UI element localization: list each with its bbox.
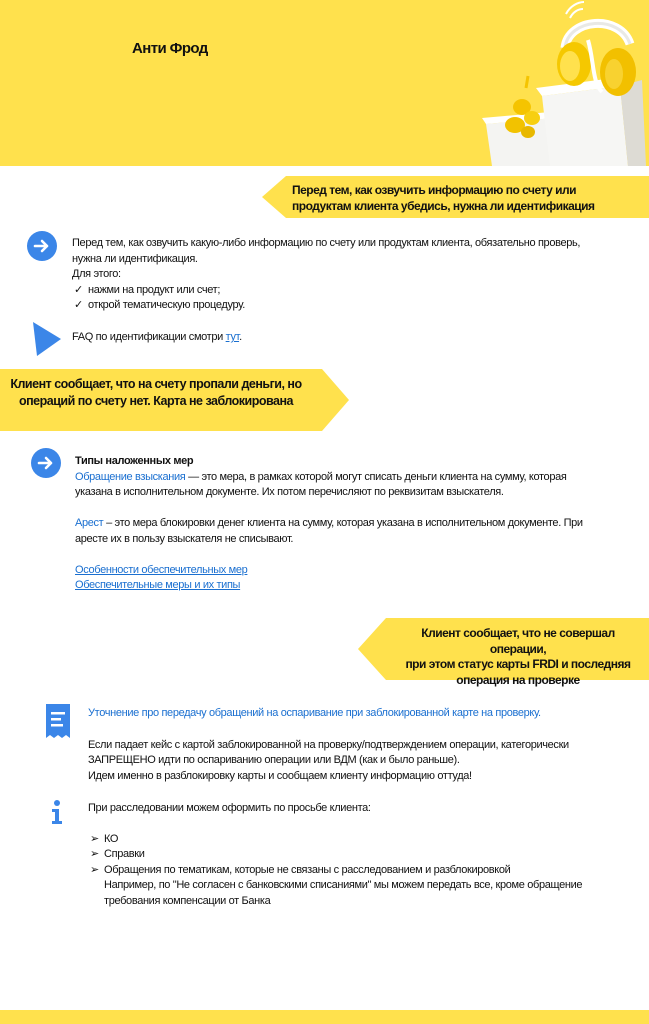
page-title: Анти Фрод: [132, 40, 208, 57]
footer-band: [0, 1010, 649, 1024]
banner-line: Клиент сообщает, что на счету пропали деньги, но: [10, 377, 302, 391]
headphones-illustration: [470, 0, 649, 166]
arrow-bullet-icon: ➢: [90, 832, 99, 845]
obr-term: Обращение взыскания: [75, 470, 186, 483]
options-list: [88, 832, 643, 879]
info-title: При расследовании можем оформить по просьбе клиента:: [88, 802, 371, 814]
list-item: [72, 298, 632, 314]
faq-link[interactable]: тут: [225, 331, 240, 343]
arest-line-1: [75, 516, 635, 532]
clarify-line: Идем именно в разблокировку карты и сообщаем клиенту информацию оттуда!: [88, 769, 472, 782]
banner-frdi: [398, 626, 638, 688]
banner-line: операция на проверке: [456, 672, 580, 687]
clarify-line: ЗАПРЕЩЕНО идти по оспариванию операции или ВДМ (как и было раньше).: [88, 754, 460, 766]
faq-suffix: .: [239, 331, 242, 343]
clarify-block: [88, 706, 643, 784]
link-measures-features[interactable]: Особенности обеспечительных мер: [75, 563, 248, 576]
document-icon: [46, 704, 70, 738]
clarify-line: Если падает кейс с картой заблокированной на проверку/подтверждением операции, категорически: [88, 738, 569, 751]
list-item-text: Справки: [104, 848, 145, 860]
banner-line: при этом статус карты FRDI и последняя: [405, 657, 631, 671]
list-item-text: Обращения по тематикам, которые не связаны с расследованием и разблокировкой: [104, 863, 511, 876]
checkmark-icon: ✓: [74, 283, 83, 296]
link-measures-types[interactable]: Обеспечительные меры и их типы: [75, 579, 241, 591]
clarify-title: Уточнение про передачу обращений на оспаривание при заблокированной карте на проверку.: [88, 707, 541, 719]
arest-line-2: аресте их в пользу взыскателя не списывают.: [75, 532, 294, 545]
example-line: Например, по "Не согласен с банковскими списаниями" мы можем передать все, кроме обращение: [104, 879, 583, 891]
identification-text: [72, 236, 632, 314]
arrow-right-icon: [27, 231, 57, 261]
arest-text: – это мера блокировки денег клиента на сумму, которая указана в исполнительном документе. При: [103, 517, 583, 529]
arrow-bullet-icon: ➢: [90, 848, 99, 860]
banner-money-missing: [6, 376, 306, 410]
para-line: нужна ли идентификация.: [72, 252, 198, 265]
measures-block: [75, 454, 635, 594]
info-icon: [50, 800, 64, 824]
faq-line: [72, 330, 242, 346]
obr-text: — это мера, в рамках которой могут списать деньги клиента на сумму, которая: [185, 470, 567, 483]
list-item: [88, 863, 643, 879]
arrow-right-icon: [31, 448, 61, 478]
list-item: [72, 283, 632, 299]
obr-line-1: [75, 470, 635, 486]
list-item: [88, 847, 643, 863]
arest-term: Арест: [75, 517, 104, 529]
banner-line: Клиент сообщает, что не совершал операции,: [421, 626, 615, 656]
list-item-text: открой тематическую процедуру.: [88, 299, 245, 311]
banner-line: операций по счету нет. Карта не заблокирована: [19, 394, 293, 408]
faq-prefix: FAQ по идентификации смотри: [72, 331, 226, 343]
list-item-text: нажми на продукт или счет;: [88, 283, 221, 296]
obr-line-2: указана в исполнительном документе. Их потом перечисляют по реквизитам взыскателя.: [75, 486, 504, 498]
list-item-text: КО: [104, 832, 119, 845]
for-this-label: Для этого:: [72, 268, 121, 280]
play-triangle-icon: [33, 322, 61, 356]
banner-identification: Перед тем, как озвучить информацию по счету или продуктам клиента убедись, нужна ли идентификация: [292, 183, 595, 213]
example-line: требования компенсации от Банка: [104, 894, 271, 907]
info-block: [88, 801, 643, 909]
arrow-bullet-icon: ➢: [90, 863, 99, 876]
types-title: Типы наложенных мер: [75, 455, 194, 467]
checkmark-icon: ✓: [74, 299, 83, 311]
list-item: [88, 832, 643, 848]
para-line: Перед тем, как озвучить какую-либо информацию по счету или продуктам клиента, обязательно проверь,: [72, 237, 581, 249]
check-list: [72, 283, 632, 314]
